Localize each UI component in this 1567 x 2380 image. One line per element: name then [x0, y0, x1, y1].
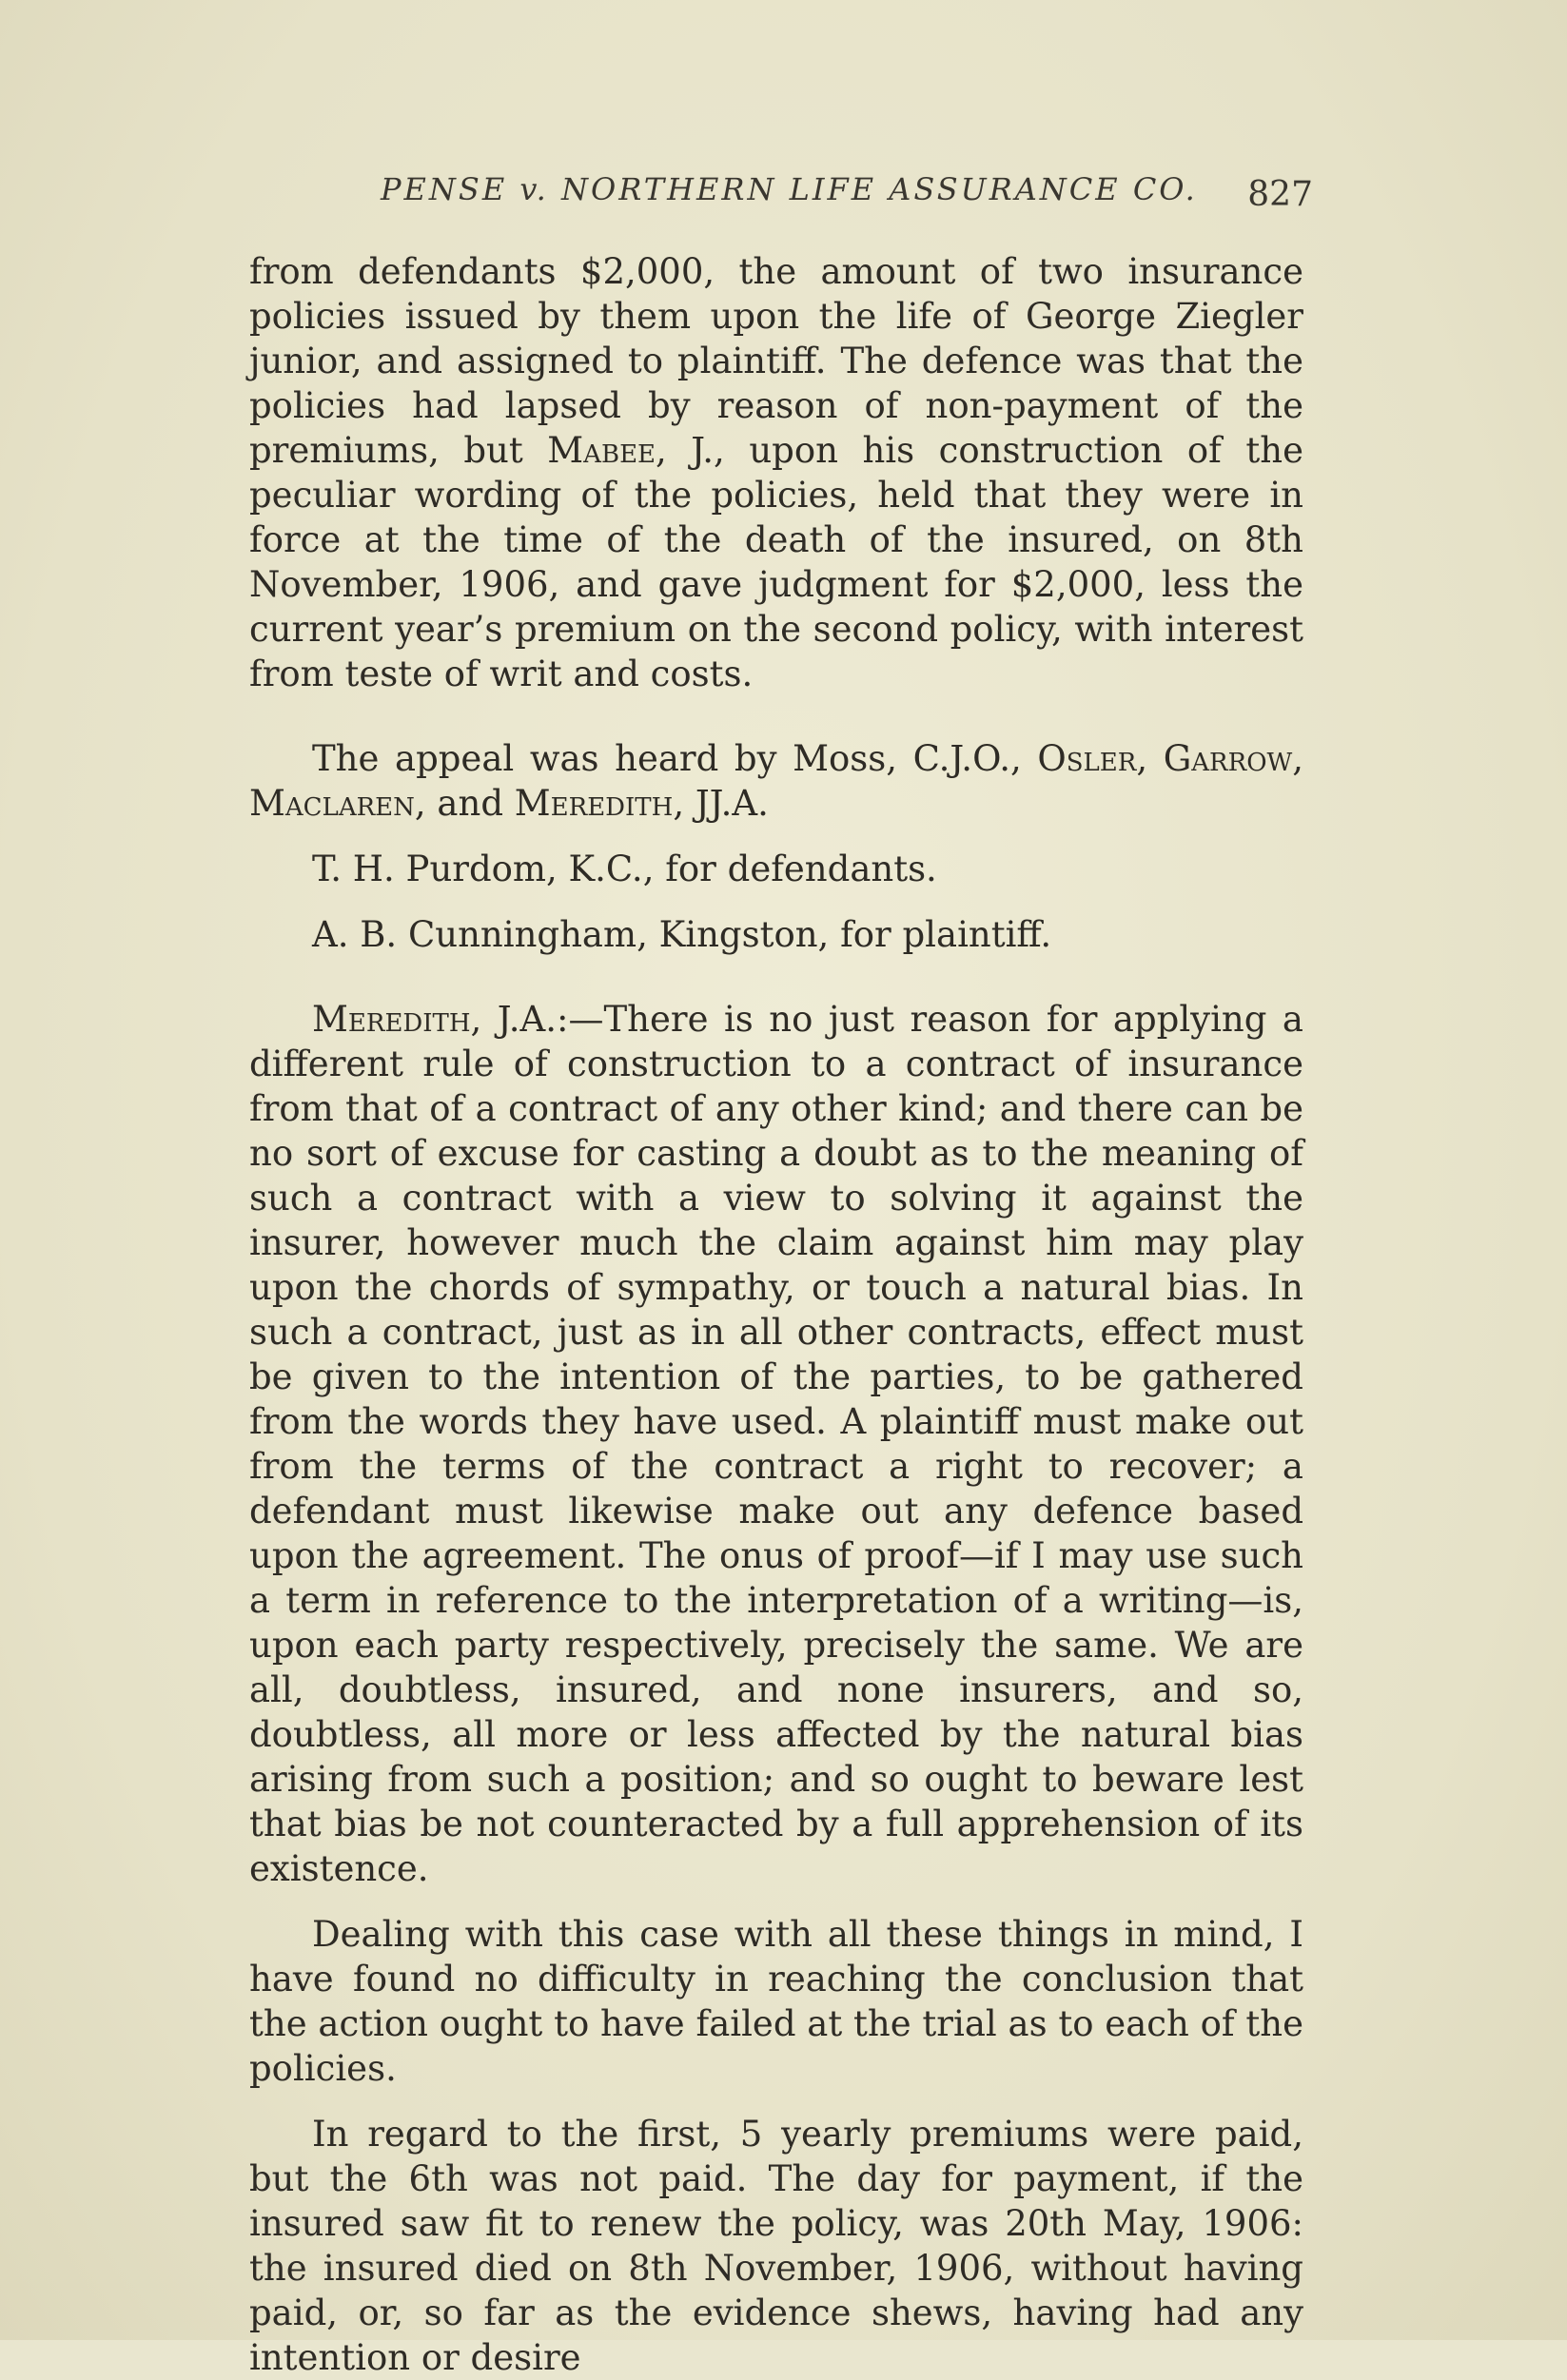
opinion-paragraph: In regard to the first, 5 yearly premiums were paid, but the 6th was not paid. The day for payment, if the insured saw fit to renew the policy, was 20th May, 1906: the insured died on 8th November, 1906, without having paid, or, so far as the evidence shews, having had any intention or desire — [249, 2114, 1303, 2378]
judge-name: Garrow — [1163, 738, 1293, 779]
judge-name: Mabee, J. — [547, 430, 715, 471]
running-title: PENSE v. NORTHERN LIFE ASSURANCE CO. — [381, 171, 1198, 207]
judge-name: Maclaren — [249, 783, 415, 824]
page-number: 827 — [1247, 175, 1313, 214]
case-summary-paragraph: from defendants $2,000, the amount of two insurance policies issued by them upon the life of George Ziegler junior, and assigned to plaintiff. The defence was that the policies had lapsed by reason of non-payment of the premiums, but Mabee, J., upon his construction of the peculiar wording of the policies, held that they were in force at the time of the death of the insured, on 8th November, 1906, and gave judgment for $2,000, less the current year’s premium on the second policy, with interest from teste of writ and costs. — [249, 251, 1303, 694]
counsel-plaintiff: A. B. Cunningham, Kingston, for plaintiff. — [312, 914, 1052, 955]
page-body — [249, 249, 1303, 2380]
page-header — [381, 171, 1313, 228]
opinion-paragraph: Meredith, J.A.:—There is no just reason for applying a different rule of construction to a contract of insurance from that of a contract of any other kind; and there can be no sort of excuse for casting a doubt as to the meaning of such a contract with a view to solving it against the insurer, however much the claim against him may play upon the chords of sympathy, or touch a natural bias. In such a contract, just as in all other contracts, effect must be given to the intention of the parties, to be gathered from the words they have used. A plaintiff must make out from the terms of the contract a right to recover; a defendant must likewise make out any defence based upon the agreement. The onus of proof—if I may use such a term in reference to the interpretation of a writing—is, upon each party respectively, precisely the same. We are all, doubtless, insured, and none insurers, and so, doubtless, all more or less affected by the natural bias arising from such a position; and so ought to beware lest that bias be not counteracted by a full apprehension of its existence. — [249, 999, 1303, 1889]
counsel-defendants: T. H. Purdom, K.C., for defendants. — [312, 849, 937, 889]
judge-name: Meredith, J.A. — [312, 999, 558, 1040]
judge-name: Osler — [1037, 738, 1137, 779]
judge-name: Meredith — [514, 783, 674, 824]
appeal-paragraph: The appeal was heard by Moss, C.J.O., Osler, Garrow, Maclaren, and Meredith, JJ.A. — [249, 738, 1303, 824]
opinion-paragraph: Dealing with this case with all these things in mind, I have found no difficulty in reaching the conclusion that the action ought to have failed at the trial as to each of the policies. — [249, 1914, 1303, 2089]
